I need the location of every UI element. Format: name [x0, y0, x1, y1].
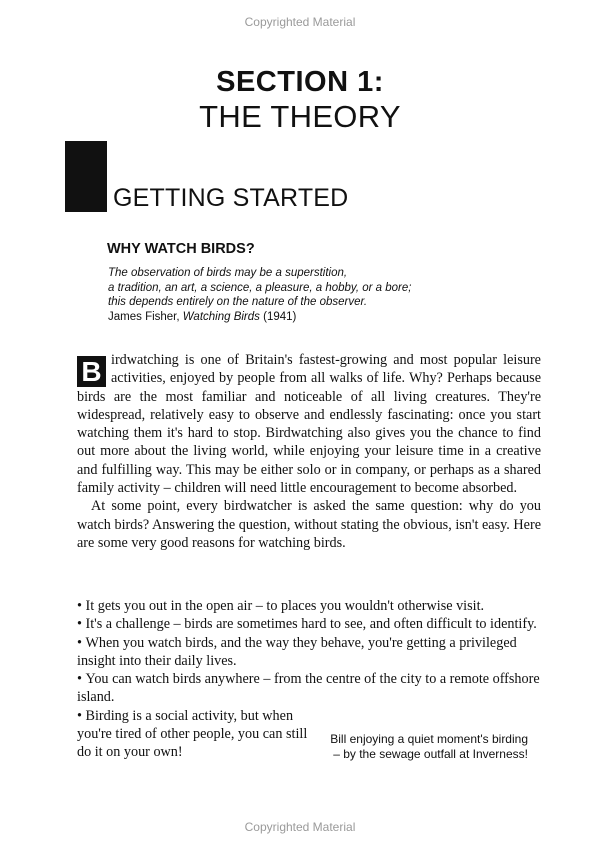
paragraph: At some point, every birdwatcher is asked the same question: why do you watch birds? Answering the question, without stating the obvious, isn't easy. Here are some very good reasons for watching birds. — [77, 498, 541, 551]
paragraph — [77, 351, 541, 497]
epigraph-year: (1941) — [259, 310, 297, 323]
photo-caption: Bill enjoying a quiet moment's birding – by the sewage outfall at Inverness! — [330, 732, 528, 761]
epigraph — [108, 266, 508, 324]
epigraph-work: Watching Birds — [182, 310, 260, 323]
chapter-number-graphic — [65, 141, 107, 212]
epigraph-attribution — [108, 310, 508, 325]
subheading: WHY WATCH BIRDS? — [107, 241, 255, 257]
body-text — [77, 351, 541, 552]
epigraph-line: this depends entirely on the nature of the observer. — [108, 296, 368, 308]
section-title: THE THEORY — [199, 99, 401, 134]
copyright-watermark-bottom: Copyrighted Material — [244, 820, 356, 834]
epigraph-author: James Fisher, — [108, 310, 183, 323]
list-item: • You can watch birds anywhere – from the centre of the city to a remote offshore island. — [77, 670, 541, 707]
epigraph-line: a tradition, an art, a science, a pleasure, a hobby, or a bore; — [108, 281, 412, 294]
copyright-watermark-top: Copyrighted Material — [244, 15, 356, 29]
paragraph-text: irdwatching is one of Britain's fastest-growing and most popular leisure activities, enjoyed by people from all walks of life. Why? Perhaps because birds are the most familiar and noticeable of all living creatures. They're widespread, relatively easy to observe and endlessly fascinating: once you start watching them it's hard to stop. Birdwatching also gives you the chance to find out more about the living world, while enjoying your leisure time in a creative and fulfilling way. This may be either solo or in company, or perhaps as a shared family activity – children will need little encouragement to become absorbed. — [77, 352, 541, 497]
drop-cap: B — [77, 356, 106, 387]
list-item: • Birding is a social activity, but when you're tired of other people, you can still do it on your own! — [77, 707, 317, 762]
list-item: • It's a challenge – birds are sometimes hard to see, and often difficult to identify. — [77, 615, 541, 633]
list-item: • It gets you out in the open air – to places you wouldn't otherwise visit. — [77, 597, 541, 615]
chapter-title: GETTING STARTED — [113, 184, 349, 212]
list-item: • When you watch birds, and the way they behave, you're getting a privileged insight into their daily lives. — [77, 634, 541, 671]
epigraph-line: The observation of birds may be a superstition, — [108, 267, 348, 279]
section-label: SECTION 1: — [216, 66, 384, 98]
